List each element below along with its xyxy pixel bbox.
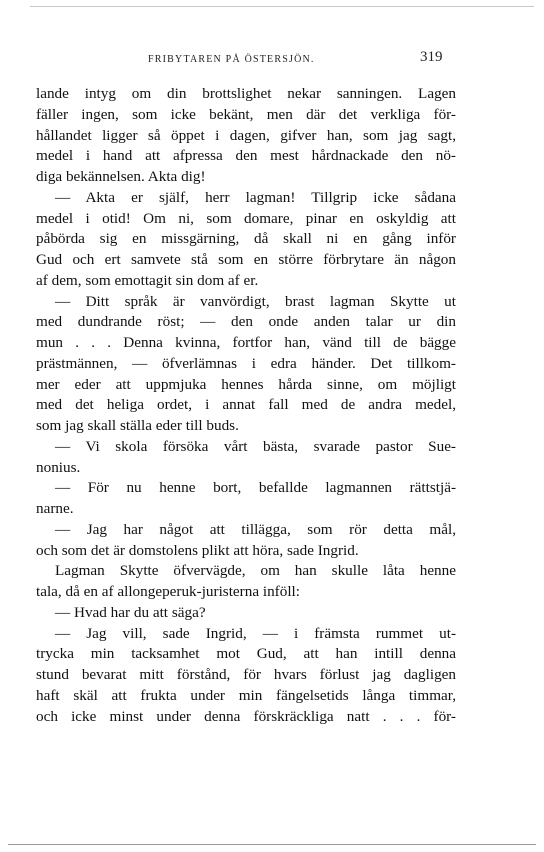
- text-line: och icke minst under denna förskräckliga natt . . . för-: [36, 707, 456, 725]
- text-line: medel i otid! Om ni, som domare, pinar en oskyldig att: [36, 209, 456, 227]
- text-line: med det heliga ordet, i annat fall med de andra medel,: [36, 396, 456, 414]
- text-line: — Vi skola försöka vårt bästa, svarade pastor Sue-: [55, 437, 456, 455]
- text-line: lande intyg om din brottslighet nekar sanningen. Lagen: [36, 85, 456, 102]
- text-line: som jag skall ställa eder till buds.: [36, 417, 239, 434]
- text-line: tala, då en af allongeperuk-juristerna inföll:: [36, 583, 300, 600]
- text-line: narne.: [36, 500, 74, 517]
- text-line: af dem, som emottagit sin dom af er.: [36, 271, 259, 289]
- text-line: — Akta er själf, herr lagman! Tillgrip icke sådana: [55, 188, 456, 206]
- text-line: medel i hand att afpressa den mest hårdnackade den nö-: [36, 147, 456, 165]
- text-line: prästmännen, — öfverlämnas i edra händer. Det tillkom-: [36, 354, 456, 372]
- text-line: — Hvad har du att säga?: [55, 603, 206, 621]
- text-line: — Ditt språk är vanvördigt, brast lagman Skytte ut: [55, 292, 456, 310]
- text-line: stund bevarat mitt förstånd, för hvars förlust jag dagligen: [36, 666, 456, 683]
- text-line: Lagman Skytte öfvervägde, om han skulle låta henne: [55, 562, 456, 580]
- text-line: nonius.: [36, 458, 81, 476]
- top-edge-rule: [30, 6, 534, 7]
- bottom-edge-rule: [8, 844, 536, 845]
- text-line: och som det är domstolens plikt att höra, sade Ingrid.: [36, 541, 359, 559]
- text-line: påbörda sig en missgärning, då skall ni en gång inför: [36, 230, 456, 248]
- text-line: diga bekännelsen. Akta dig!: [36, 168, 206, 185]
- text-line: Gud och ert samvete stå som en större förbrytare än någon: [36, 251, 456, 268]
- text-line: med dundrande röst; — den onde anden talar ur din: [36, 313, 456, 331]
- text-line: trycka min tacksamhet mot Gud, att han intill denna: [36, 645, 456, 663]
- text-line: — Jag vill, sade Ingrid, — i främsta rummet ut-: [55, 624, 456, 642]
- text-line: — Jag har något att tillägga, som rör detta mål,: [55, 520, 456, 538]
- page-number: 319: [420, 49, 443, 65]
- text-line: mun . . . Denna kvinna, fortfor han, vänd till de bägge: [36, 334, 456, 351]
- body-text: [36, 84, 456, 727]
- text-line: mer eder att uppmjuka hennes hårda sinne, om möjligt: [36, 375, 456, 393]
- text-line: — För nu henne bort, befallde lagmannen rättstjä-: [55, 479, 456, 497]
- text-line: haft skäl att frukta under min fängelsetids långa timmar,: [36, 686, 456, 704]
- text-line: fäller ingen, som icke bekänt, men där det verkliga för-: [36, 105, 456, 123]
- text-line: hållandet ligger så öppet i dagen, gifver han, som jag sagt,: [36, 126, 456, 144]
- running-head: FRIBYTAREN PÅ ÖSTERSJÖN.: [148, 54, 315, 65]
